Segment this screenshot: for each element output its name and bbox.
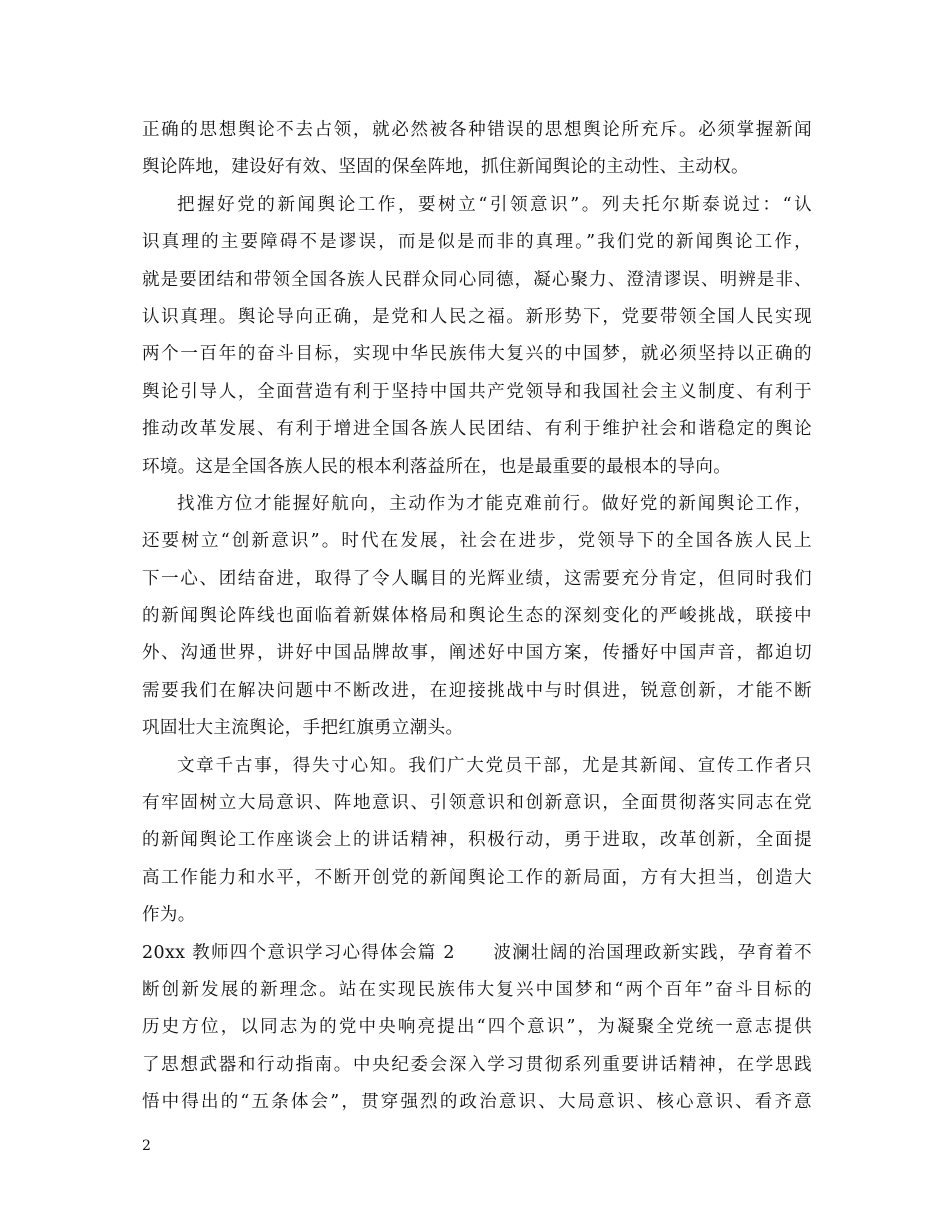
page-number: 2 — [142, 1138, 151, 1154]
text-line: 找准方位才能握好航向，主动作为才能克难前行。做好党的新闻舆论工作， — [177, 493, 812, 514]
text-line: 20xx 教师四个意识学习心得体会篇 2 波澜壮阔的治国理政新实践，孕育着不 — [142, 942, 812, 963]
text-line: 文章千古事，得失寸心知。我们广大党员干部，尤是其新闻、宣传工作者只 — [177, 755, 812, 776]
text-line: 断创新发展的新理念。站在实现民族伟大复兴中国梦和“两个百年”奋斗目标的 — [142, 979, 812, 1000]
text-line: 就是要团结和带领全国各族人民群众同心同德，凝心聚力、澄清谬误、明辨是非、 — [142, 269, 812, 290]
text-line: 舆论引导人，全面营造有利于坚持中国共产党领导和我国社会主义制度、有利于 — [142, 381, 812, 402]
text-line: 认识真理。舆论导向正确，是党和人民之福。新形势下，党要带领全国人民实现 — [142, 306, 812, 327]
text-line: 历史方位，以同志为的党中央响亮提出“四个意识”，为凝聚全党统一意志提供 — [142, 1017, 812, 1038]
text-line: 高工作能力和水平，不断开创党的新闻舆论工作的新局面，方有大担当，创造大 — [142, 867, 812, 888]
text-line: 推动改革发展、有利于增进全国各族人民团结、有利于维护社会和谐稳定的舆论 — [142, 419, 812, 440]
text-line: 环境。这是全国各族人民的根本利落益所在，也是最重要的最根本的导向。 — [142, 456, 732, 477]
text-line: 识真理的主要障碍不是谬误，而是似是而非的真理。”我们党的新闻舆论工作， — [142, 232, 812, 253]
text-line: 外、沟通世界，讲好中国品牌故事，阐述好中国方案，传播好中国声音，都迫切 — [142, 643, 812, 664]
text-line: 有牢固树立大局意识、阵地意识、引领意识和创新意识，全面贯彻落实同志在党 — [142, 793, 812, 814]
text-line: 了思想武器和行动指南。中央纪委会深入学习贯彻系列重要讲话精神，在学思践 — [142, 1054, 812, 1075]
text-line: 需要我们在解决问题中不断改进，在迎接挑战中与时俱进，锐意创新，才能不断 — [142, 680, 812, 701]
text-line: 舆论阵地，建设好有效、坚固的保垒阵地，抓住新闻舆论的主动性、主动权。 — [142, 157, 749, 178]
text-line: 悟中得出的“五条体会”，贯穿强烈的政治意识、大局意识、核心意识、看齐意 — [142, 1092, 812, 1113]
text-line: 作为。 — [142, 905, 196, 926]
document-body — [142, 112, 812, 1122]
text-line: 还要树立“创新意识”。时代在发展，社会在进步，党领导下的全国各族人民上 — [142, 531, 812, 552]
text-line: 两个一百年的奋斗目标，实现中华民族伟大复兴的中国梦，就必须坚持以正确的 — [142, 344, 812, 365]
text-line: 把握好党的新闻舆论工作，要树立“引领意识”。列夫托尔斯泰说过：“认 — [177, 194, 812, 215]
text-line: 的新闻舆论工作座谈会上的讲话精神，积极行动，勇于进取，改革创新，全面提 — [142, 830, 812, 851]
text-line: 的新闻舆论阵线也面临着新媒体格局和舆论生态的深刻变化的严峻挑战，联接中 — [142, 606, 812, 627]
text-line: 正确的思想舆论不去占领，就必然被各种错误的思想舆论所充斥。必须掌握新闻 — [142, 120, 812, 140]
text-line: 巩固壮大主流舆论，手把红旗勇立潮头。 — [142, 718, 464, 739]
text-line: 下一心、团结奋进，取得了令人瞩目的光辉业绩，这需要充分肯定，但同时我们 — [142, 568, 812, 589]
